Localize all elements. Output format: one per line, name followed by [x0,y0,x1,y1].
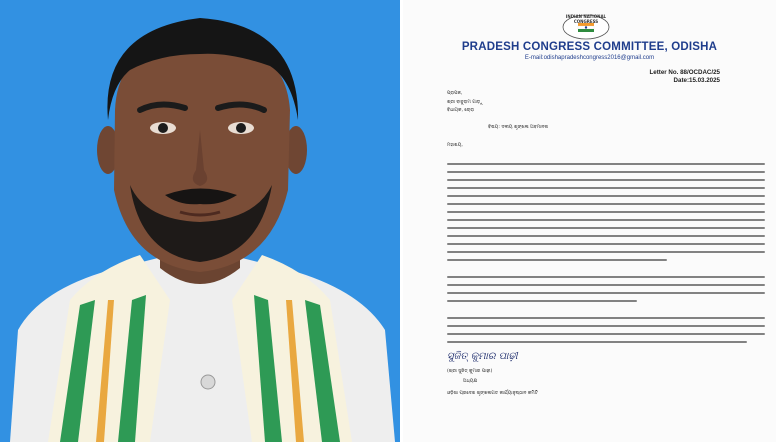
logo-text: INDIAN NATIONAL CONGRESS [565,14,607,24]
signer-role: ଅଧ୍ୟକ୍ଷ [463,379,478,384]
letter-document [403,0,776,442]
letter-date: Date:15.03.2025 [673,77,720,84]
salutation: ମହାଶୟ, [447,143,463,148]
letter-number: Letter No. 88/OCDAC/25 [649,69,720,76]
signer-committee: ଓଡ଼ିଶା ପ୍ରଦେଶ ଶୃଙ୍ଖଳାଗତ କାର୍ଯ୍ୟାନୁଷ୍ଠାନ କମିଟି [447,391,538,396]
email-line: E-mail:odishapradeshcongress2016@gmail.com [524,55,655,61]
organization-title: PRADESH CONGRESS COMMITTEE, ODISHA [461,41,718,53]
reference-block [650,69,721,85]
signer-name: (ଶ୍ରୀ ସୁଜିତ୍ କୁମାର ପାଢ଼ୀ) [447,369,493,374]
subject-line: ବିଷୟ: ଦଳୀୟ ଶୃଙ୍ଖଳା ଅବମାନନା [488,125,549,130]
signature: ସୁଜିତ୍ କୁମାର ପାଢ଼ୀ [447,351,518,362]
to-label: ପ୍ରାପକ, [447,91,463,96]
recipient-name: ଶ୍ରୀ ବାବୁରାମ ଗାଡ଼ୁ [447,100,483,105]
recipient-title: ବିଧାୟକ, ଚୋରା [447,108,475,113]
